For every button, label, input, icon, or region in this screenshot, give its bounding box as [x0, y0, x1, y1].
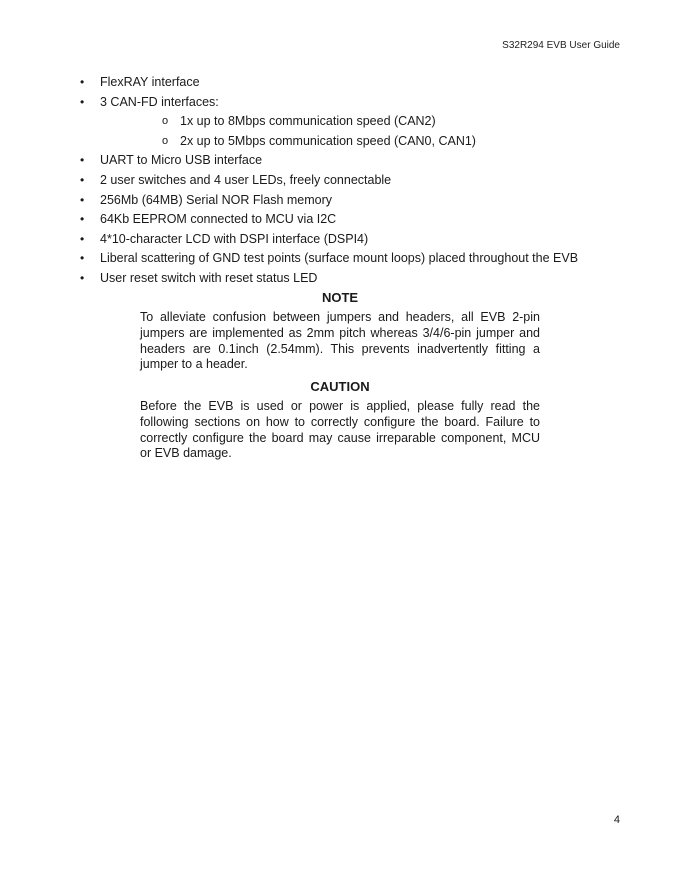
running-header: S32R294 EVB User Guide	[502, 40, 620, 51]
caution-box	[140, 379, 540, 462]
note-body: To alleviate confusion between jumpers and headers, all EVB 2-pin jumpers are implemented as 2mm pitch whereas 3/4/6-pin jumper and headers are 0.1inch (2.54mm). This prevents inadvertently fitting a jumper to a header.	[140, 310, 540, 372]
list-item	[80, 151, 650, 171]
list-item-text: 4*10-character LCD with DSPI interface (DSPI4)	[100, 231, 369, 246]
list-item-text: FlexRAY interface	[100, 75, 200, 89]
caution-title: CAUTION	[310, 379, 370, 394]
list-item-text: 256Mb (64MB) Serial NOR Flash memory	[100, 192, 333, 207]
page-number: 4	[613, 814, 620, 826]
list-item	[80, 191, 650, 211]
list-item	[80, 210, 650, 230]
caution-body: Before the EVB is used or power is applied, please fully read the following sections on how to correctly configure the board. Failure to correctly configure the board may cause irreparable component, MCU or EVB damage.	[140, 399, 540, 461]
sub-list	[100, 112, 650, 151]
list-item-text: 3 CAN-FD interfaces:	[100, 94, 219, 109]
list-item	[80, 171, 650, 191]
sub-list-item-text: 2x up to 5Mbps communication speed (CAN0, CAN1)	[180, 133, 476, 148]
list-item	[80, 73, 650, 93]
feature-list	[80, 73, 650, 289]
list-item	[80, 249, 650, 269]
sub-list-item-text: 1x up to 8Mbps communication speed (CAN2)	[180, 114, 436, 129]
list-item-text: 64Kb EEPROM connected to MCU via I2C	[100, 212, 337, 227]
list-item	[80, 93, 650, 152]
list-item	[80, 230, 650, 250]
note-title: NOTE	[321, 290, 359, 305]
sub-list-item	[162, 112, 650, 132]
list-item-text: 2 user switches and 4 user LEDs, freely connectable	[100, 172, 392, 187]
list-item-text: UART to Micro USB interface	[100, 153, 263, 168]
list-item-text: Liberal scattering of GND test points (surface mount loops) placed throughout the EVB	[100, 251, 579, 266]
note-box	[140, 290, 540, 373]
list-item-text: User reset switch with reset status LED	[100, 270, 318, 285]
sub-list-item	[162, 132, 650, 152]
list-item	[80, 269, 650, 289]
